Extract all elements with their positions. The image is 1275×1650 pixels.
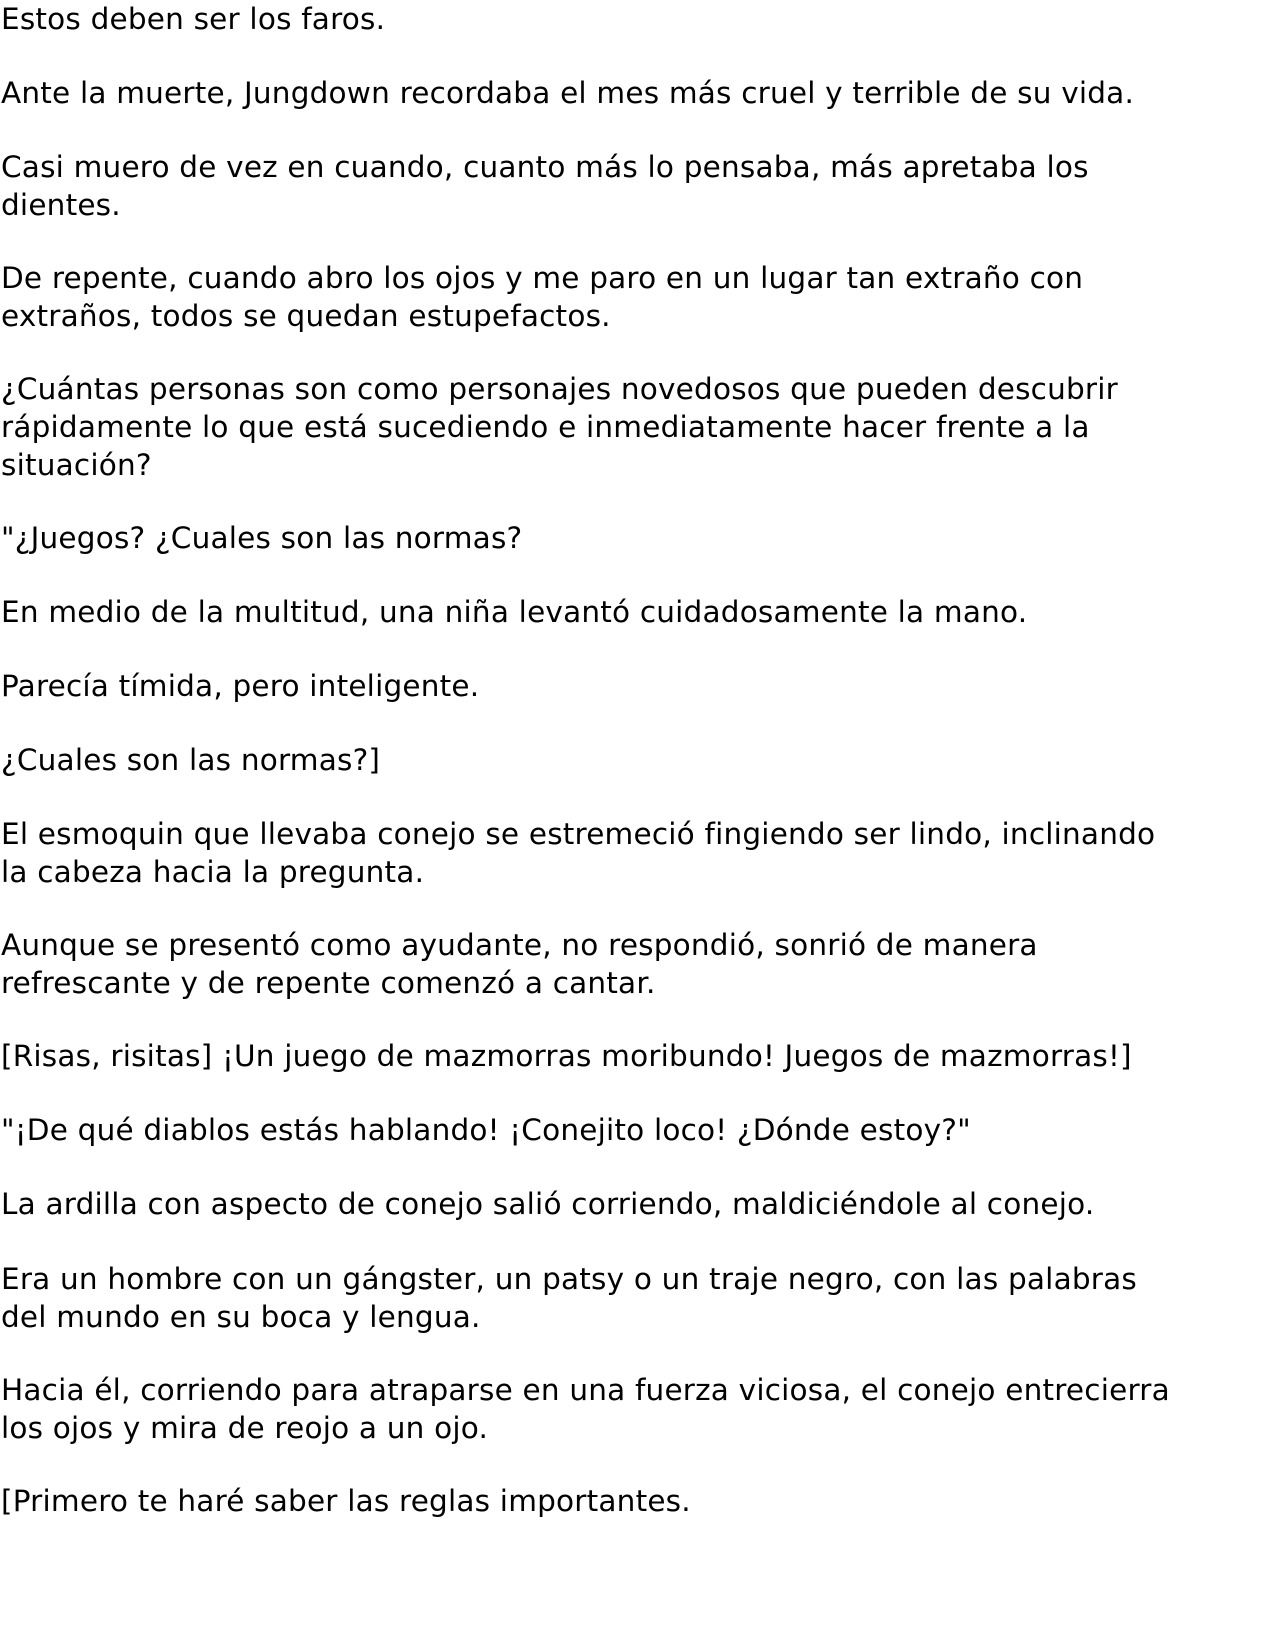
text-line: [Risas, risitas] ¡Un juego de mazmorras moribundo! Juegos de mazmorras!] (1, 1039, 1132, 1073)
paragraph (1, 815, 1155, 891)
text-line: situación? (1, 448, 152, 482)
text-line: La ardilla con aspecto de conejo salió corriendo, maldiciéndole al conejo. (1, 1187, 1095, 1221)
text-line: ¿Cuántas personas son como personajes novedosos que pueden descubrir (1, 372, 1118, 406)
paragraph (1, 1111, 971, 1149)
text-line: Casi muero de vez en cuando, cuanto más lo pensaba, más apretaba los (1, 150, 1089, 184)
paragraph (1, 1482, 691, 1520)
text-line: rápidamente lo que está sucediendo e inmediatamente hacer frente a la (1, 410, 1090, 444)
text-line: del mundo en su boca y lengua. (1, 1300, 481, 1334)
paragraph (1, 74, 1134, 112)
text-line: extraños, todos se quedan estupefactos. (1, 299, 611, 333)
text-line: De repente, cuando abro los ojos y me paro en un lugar tan extraño con (1, 261, 1084, 295)
text-line: Ante la muerte, Jungdown recordaba el mes más cruel y terrible de su vida. (1, 76, 1135, 110)
text-line: dientes. (1, 188, 121, 222)
paragraph (1, 741, 380, 779)
paragraph (1, 519, 522, 557)
paragraph (1, 259, 1083, 335)
text-line: En medio de la multitud, una niña levantó cuidadosamente la mano. (1, 595, 1028, 629)
paragraph (1, 667, 479, 705)
text-line: Estos deben ser los faros. (1, 2, 386, 36)
paragraph (1, 370, 1118, 484)
text-line: [Primero te haré saber las reglas importantes. (1, 1484, 691, 1518)
paragraph (1, 0, 385, 38)
text-line: los ojos y mira de reojo a un ojo. (1, 1411, 489, 1445)
paragraph (1, 148, 1089, 224)
paragraph (1, 1185, 1094, 1223)
paragraph (1, 926, 1038, 1002)
text-line: Aunque se presentó como ayudante, no respondió, sonrió de manera (1, 928, 1038, 962)
text-line: Era un hombre con un gángster, un patsy o un traje negro, con las palabras (1, 1262, 1137, 1296)
paragraph (1, 1260, 1137, 1336)
text-line: refrescante y de repente comenzó a cantar. (1, 966, 656, 1000)
paragraph (1, 1037, 1132, 1075)
paragraph (1, 1371, 1170, 1447)
text-line: Hacia él, corriendo para atraparse en una fuerza viciosa, el conejo entrecierra (1, 1373, 1170, 1407)
text-line: "¿Juegos? ¿Cuales son las normas? (1, 521, 523, 555)
text-line: "¡De qué diablos estás hablando! ¡Conejito loco! ¿Dónde estoy?" (1, 1113, 971, 1147)
text-line: Parecía tímida, pero inteligente. (1, 669, 480, 703)
text-line: la cabeza hacia la pregunta. (1, 855, 425, 889)
text-line: ¿Cuales son las normas?] (1, 743, 381, 777)
paragraph (1, 593, 1027, 631)
text-line: El esmoquin que llevaba conejo se estremeció fingiendo ser lindo, inclinando (1, 817, 1156, 851)
